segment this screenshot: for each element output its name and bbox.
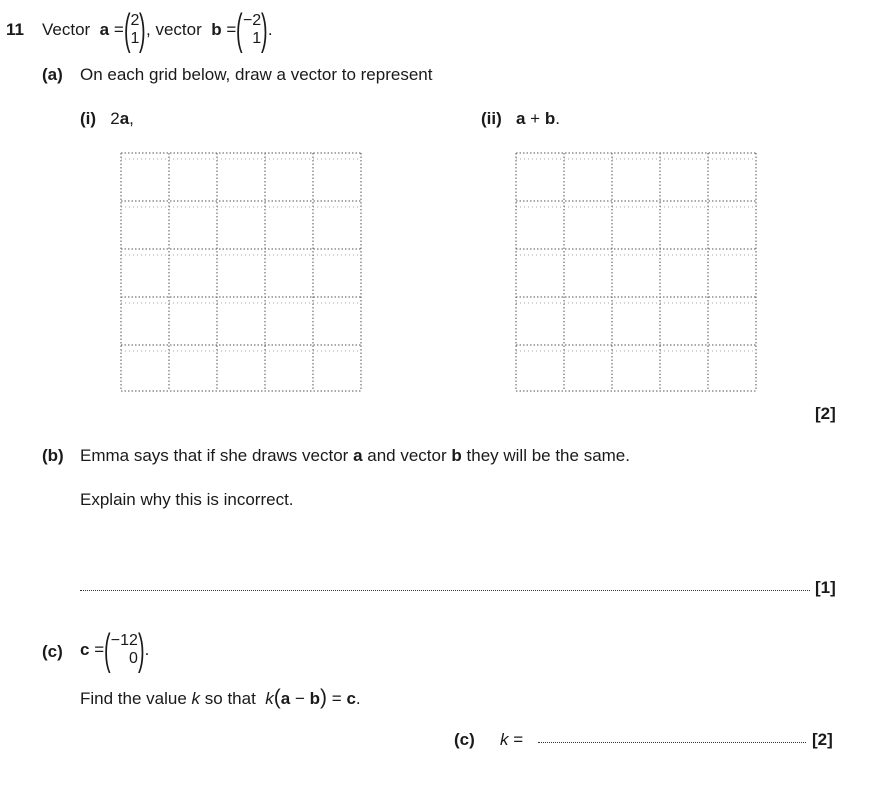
- part-c-k: k: [191, 689, 201, 708]
- vector-b-symbol: b: [211, 20, 222, 39]
- part-b-b-symbol: b: [451, 446, 462, 465]
- left-paren: (: [123, 5, 131, 54]
- grid-ii-svg[interactable]: [514, 151, 758, 393]
- part-b-a-symbol: a: [353, 446, 363, 465]
- part-a-label: (a): [42, 65, 63, 84]
- part-b-label: (b): [42, 446, 64, 465]
- expr-close-paren: ): [320, 686, 328, 709]
- expr-c: c: [346, 689, 356, 708]
- expr-equals: =: [331, 689, 342, 708]
- left-paren-b: (: [236, 5, 243, 54]
- part-c-so-that: so that: [204, 689, 256, 708]
- vector-b-bottom: 1: [252, 30, 262, 47]
- part-a-ii-b: b: [544, 109, 556, 128]
- vector-b-column: [236, 5, 268, 54]
- grid-ii[interactable]: [514, 151, 758, 393]
- vector-word: Vector: [42, 20, 91, 39]
- vector-a-symbol: a: [99, 20, 110, 39]
- expr-b: b: [309, 689, 321, 708]
- part-a-ii-label: (ii): [481, 109, 502, 128]
- part-b-answer-line[interactable]: [80, 590, 810, 591]
- part-a-i-symbol: a: [119, 109, 130, 128]
- part-b-text3: they will be the same.: [466, 446, 630, 465]
- vector-a-column: [123, 5, 146, 54]
- part-c-find: [80, 686, 361, 710]
- expr-period: .: [355, 689, 361, 708]
- equals-sign-b: =: [226, 20, 237, 39]
- expr-k: k: [265, 689, 274, 708]
- part-b-text1: Emma says that if she draws vector: [80, 446, 349, 465]
- vector-c-bottom: 0: [129, 650, 138, 667]
- part-a-marks: [2]: [815, 404, 836, 423]
- part-c-answer-label: (c): [454, 730, 475, 749]
- vector-c-equals: =: [94, 640, 105, 659]
- part-c-find-text: Find the value: [80, 689, 187, 708]
- part-a-ii-plus: +: [530, 109, 541, 128]
- question-number: 11: [6, 20, 24, 39]
- part-c-label: (c): [42, 642, 63, 661]
- stem-period: .: [267, 20, 273, 39]
- vector-c-symbol: c: [80, 640, 90, 659]
- left-paren-c: (: [104, 625, 111, 674]
- vector-b-top: −2: [242, 12, 262, 29]
- grid-i[interactable]: [119, 151, 363, 393]
- expr-a: a: [280, 689, 291, 708]
- part-a-ii-a: a: [515, 109, 526, 128]
- part-a-i-comma: ,: [129, 109, 134, 128]
- vector-c-top: −12: [110, 632, 138, 649]
- part-a-i-label: (i): [80, 109, 97, 128]
- expr-minus: −: [294, 689, 305, 708]
- grid-i-svg[interactable]: [119, 151, 363, 393]
- right-paren-c: ): [137, 625, 145, 674]
- part-a-ii-period: .: [555, 109, 560, 128]
- part-c-answer-prefix: [500, 730, 523, 750]
- right-paren-b: ): [261, 5, 268, 54]
- part-a-i: [80, 109, 134, 129]
- question-stem: [42, 6, 273, 54]
- part-c-answer-line[interactable]: [538, 742, 806, 743]
- part-b-explain: Explain why this is incorrect.: [80, 490, 294, 509]
- part-c-answer-equals: =: [513, 730, 524, 749]
- part-b-text2: and vector: [367, 446, 447, 465]
- comma-vector-text: , vector: [146, 20, 202, 39]
- expr-open-paren: (: [273, 686, 281, 709]
- vector-a-top: 2: [130, 12, 140, 29]
- vector-c-period: .: [144, 640, 150, 659]
- vector-a-bottom: 1: [130, 30, 140, 47]
- part-c-answer-k: k: [500, 730, 509, 749]
- equals-sign: =: [113, 20, 124, 39]
- part-a-ii: [481, 109, 560, 129]
- vector-c-column: [104, 625, 145, 674]
- part-a-i-number: 2: [110, 109, 120, 128]
- right-paren: ): [139, 5, 146, 54]
- part-c-vector: [80, 626, 149, 674]
- part-b-text: [80, 446, 630, 466]
- part-c-marks: [2]: [812, 730, 833, 749]
- part-b-marks: [1]: [815, 578, 836, 597]
- part-a-text: On each grid below, draw a vector to represent: [80, 65, 433, 84]
